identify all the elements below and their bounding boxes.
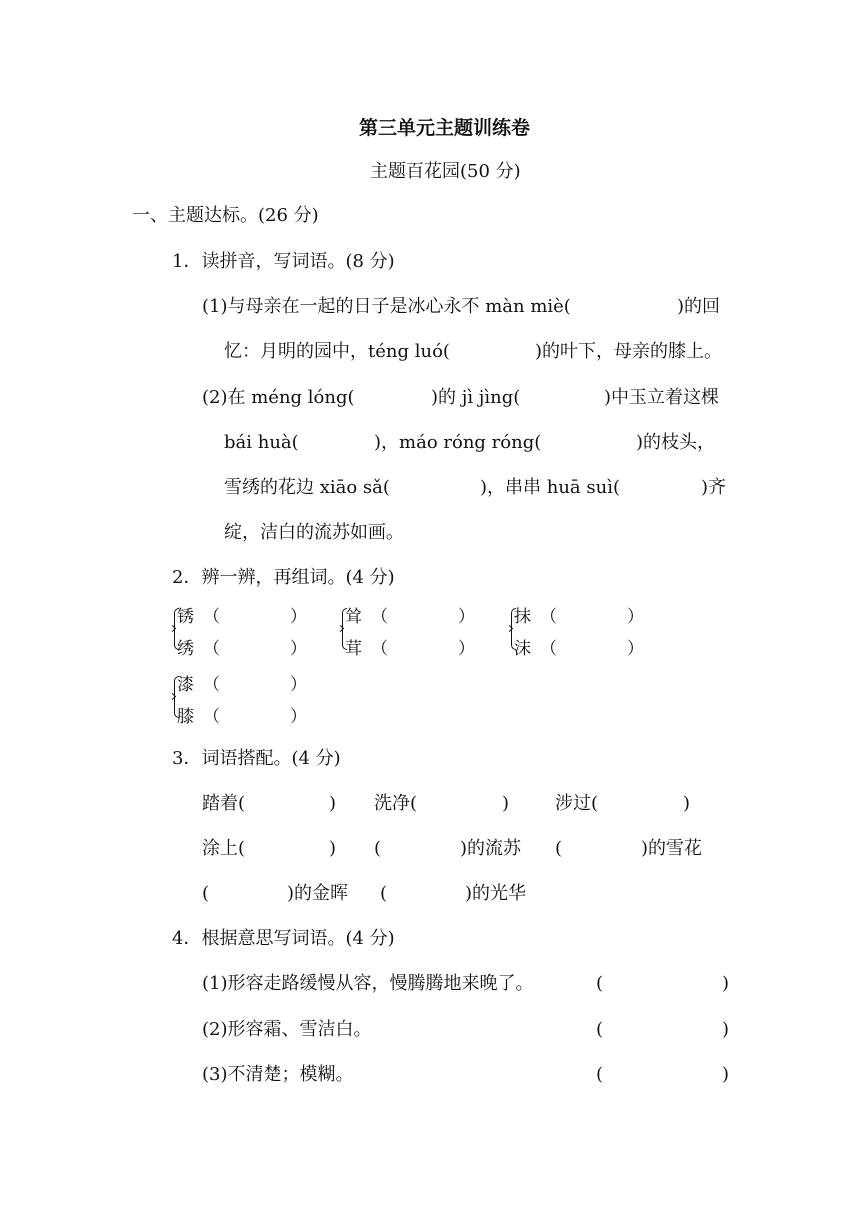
match-item: (	[380, 883, 388, 904]
char-option: 绣	[177, 639, 194, 659]
match-item: 涂上(	[202, 838, 246, 859]
definition-item: (3)不清楚；模糊。	[202, 1064, 354, 1085]
q1-p2-text: 雪绣的花边 xiāo sǎ(	[224, 477, 390, 498]
match-item: 踏着(	[202, 793, 246, 814]
answer-open-paren: （	[371, 607, 388, 627]
answer-open-paren: （	[203, 639, 220, 659]
q1-p2-text: )的 jì jìng(	[431, 387, 521, 408]
answer-open-paren: （	[203, 675, 220, 695]
answer-close-paren: ）	[290, 707, 307, 727]
match-item: )	[683, 793, 691, 814]
q1-p1-text: (1)与母亲在一起的日子是冰心永不 màn miè(	[202, 296, 571, 317]
question-4-heading: 4．根据意思写词语。(4 分)	[172, 928, 395, 949]
answer-open-paren: （	[203, 707, 220, 727]
match-item: )的金晖	[287, 883, 349, 904]
question-3-heading: 3．词语搭配。(4 分)	[172, 748, 341, 769]
match-item: (	[202, 883, 210, 904]
char-option: 漆	[177, 675, 194, 695]
q1-p2-text: (2)在 méng lóng(	[202, 387, 355, 408]
char-option: 锈	[177, 607, 194, 627]
char-option: 抹	[514, 607, 531, 627]
answer-open-paren: （	[203, 607, 220, 627]
q1-p2-text: )齐	[701, 477, 727, 498]
answer-close-paren: )	[722, 1064, 730, 1085]
answer-close-paren: ）	[290, 675, 307, 695]
answer-close-paren: ）	[290, 639, 307, 659]
q1-p1-text: )的回	[677, 296, 721, 317]
q1-p2-text: )的枝头，	[636, 432, 716, 453]
match-item: )	[502, 793, 510, 814]
answer-close-paren: ）	[458, 607, 475, 627]
q1-p1-text: 忆：月明的园中，téng luó(	[224, 341, 450, 362]
answer-close-paren: ）	[627, 639, 644, 659]
match-item: )的雪花	[641, 838, 703, 859]
match-item: 洗净(	[374, 793, 418, 814]
answer-open-paren: （	[371, 639, 388, 659]
q1-p2-text: )，máo róng róng(	[374, 432, 542, 453]
q1-p1-text: )的叶下，母亲的膝上。	[535, 341, 723, 362]
char-option: 沫	[514, 639, 531, 659]
page-subtitle: 主题百花园(50 分)	[370, 161, 521, 182]
answer-open-paren: (	[596, 1064, 604, 1085]
answer-open-paren: （	[540, 639, 557, 659]
answer-close-paren: ）	[627, 607, 644, 627]
q1-p2-text: )中玉立着这棵	[604, 387, 720, 408]
match-item: )	[329, 793, 337, 814]
match-item: (	[374, 838, 382, 859]
definition-item: (2)形容霜、雪洁白。	[202, 1019, 372, 1040]
char-option: 茸	[345, 639, 362, 659]
match-item: 涉过(	[555, 793, 599, 814]
section-heading: 一、主题达标。(26 分)	[132, 205, 319, 226]
answer-open-paren: (	[596, 973, 604, 994]
question-2-heading: 2．辨一辨，再组词。(4 分)	[172, 567, 395, 588]
q1-p2-text: 绽，洁白的流苏如画。	[224, 522, 404, 543]
match-item: (	[555, 838, 563, 859]
q1-p2-text: )，串串 huā suì(	[480, 477, 620, 498]
match-item: )	[329, 838, 337, 859]
char-option: 膝	[177, 707, 194, 727]
answer-close-paren: ）	[458, 639, 475, 659]
page-title: 第三单元主题训练卷	[359, 117, 531, 139]
match-item: )的流苏	[460, 838, 522, 859]
match-item: )的光华	[465, 883, 527, 904]
answer-close-paren: )	[722, 1019, 730, 1040]
char-option: 耸	[345, 607, 362, 627]
q1-p2-text: bái huà(	[224, 432, 299, 453]
answer-close-paren: ）	[290, 607, 307, 627]
answer-open-paren: （	[540, 607, 557, 627]
definition-item: (1)形容走路缓慢从容，慢腾腾地来晚了。	[202, 973, 534, 994]
answer-close-paren: )	[722, 973, 730, 994]
question-1-heading: 1．读拼音，写词语。(8 分)	[172, 251, 395, 272]
answer-open-paren: (	[596, 1019, 604, 1040]
